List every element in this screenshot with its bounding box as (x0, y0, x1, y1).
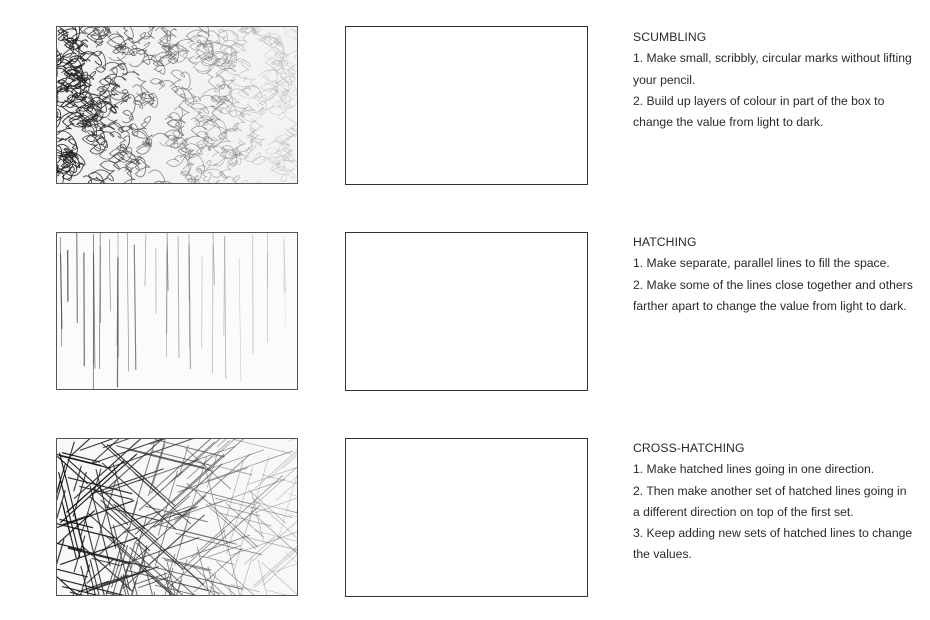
hatching-title: HATCHING (633, 235, 697, 249)
cross-hatching-example-image (56, 438, 298, 596)
scumbling-texture (57, 27, 297, 183)
scumbling-instructions (633, 27, 913, 133)
hatching-step-2: 2. Make some of the lines close together and others farther apart to change the value from light to dark. (633, 277, 913, 313)
cross-hatching-practice-box[interactable] (345, 438, 588, 597)
hatching-instructions (633, 232, 913, 317)
scumbling-example-image (56, 26, 298, 184)
cross-hatching-texture (57, 439, 297, 595)
cross-hatching-instructions (633, 438, 913, 566)
hatching-texture (57, 233, 297, 389)
cross-hatching-title: CROSS-HATCHING (633, 441, 745, 455)
hatching-practice-box[interactable] (345, 232, 588, 391)
cross-hatching-step-2: 2. Then make another set of hatched lines going in a different direction on top of the first set. (633, 483, 907, 519)
hatching-example-image (56, 232, 298, 390)
hatching-step-1: 1. Make separate, parallel lines to fill the space. (633, 256, 890, 271)
scumbling-step-2: 2. Build up layers of colour in part of the box to change the value from light to dark. (633, 93, 885, 130)
cross-hatching-step-3: 3. Keep adding new sets of hatched lines to change the values. (633, 526, 913, 562)
scumbling-practice-box[interactable] (345, 26, 588, 185)
scumbling-title: SCUMBLING (633, 30, 707, 44)
scumbling-step-1: 1. Make small, scribbly, circular marks without lifting your pencil. (633, 51, 912, 87)
cross-hatching-step-1: 1. Make hatched lines going in one direction. (633, 462, 875, 477)
